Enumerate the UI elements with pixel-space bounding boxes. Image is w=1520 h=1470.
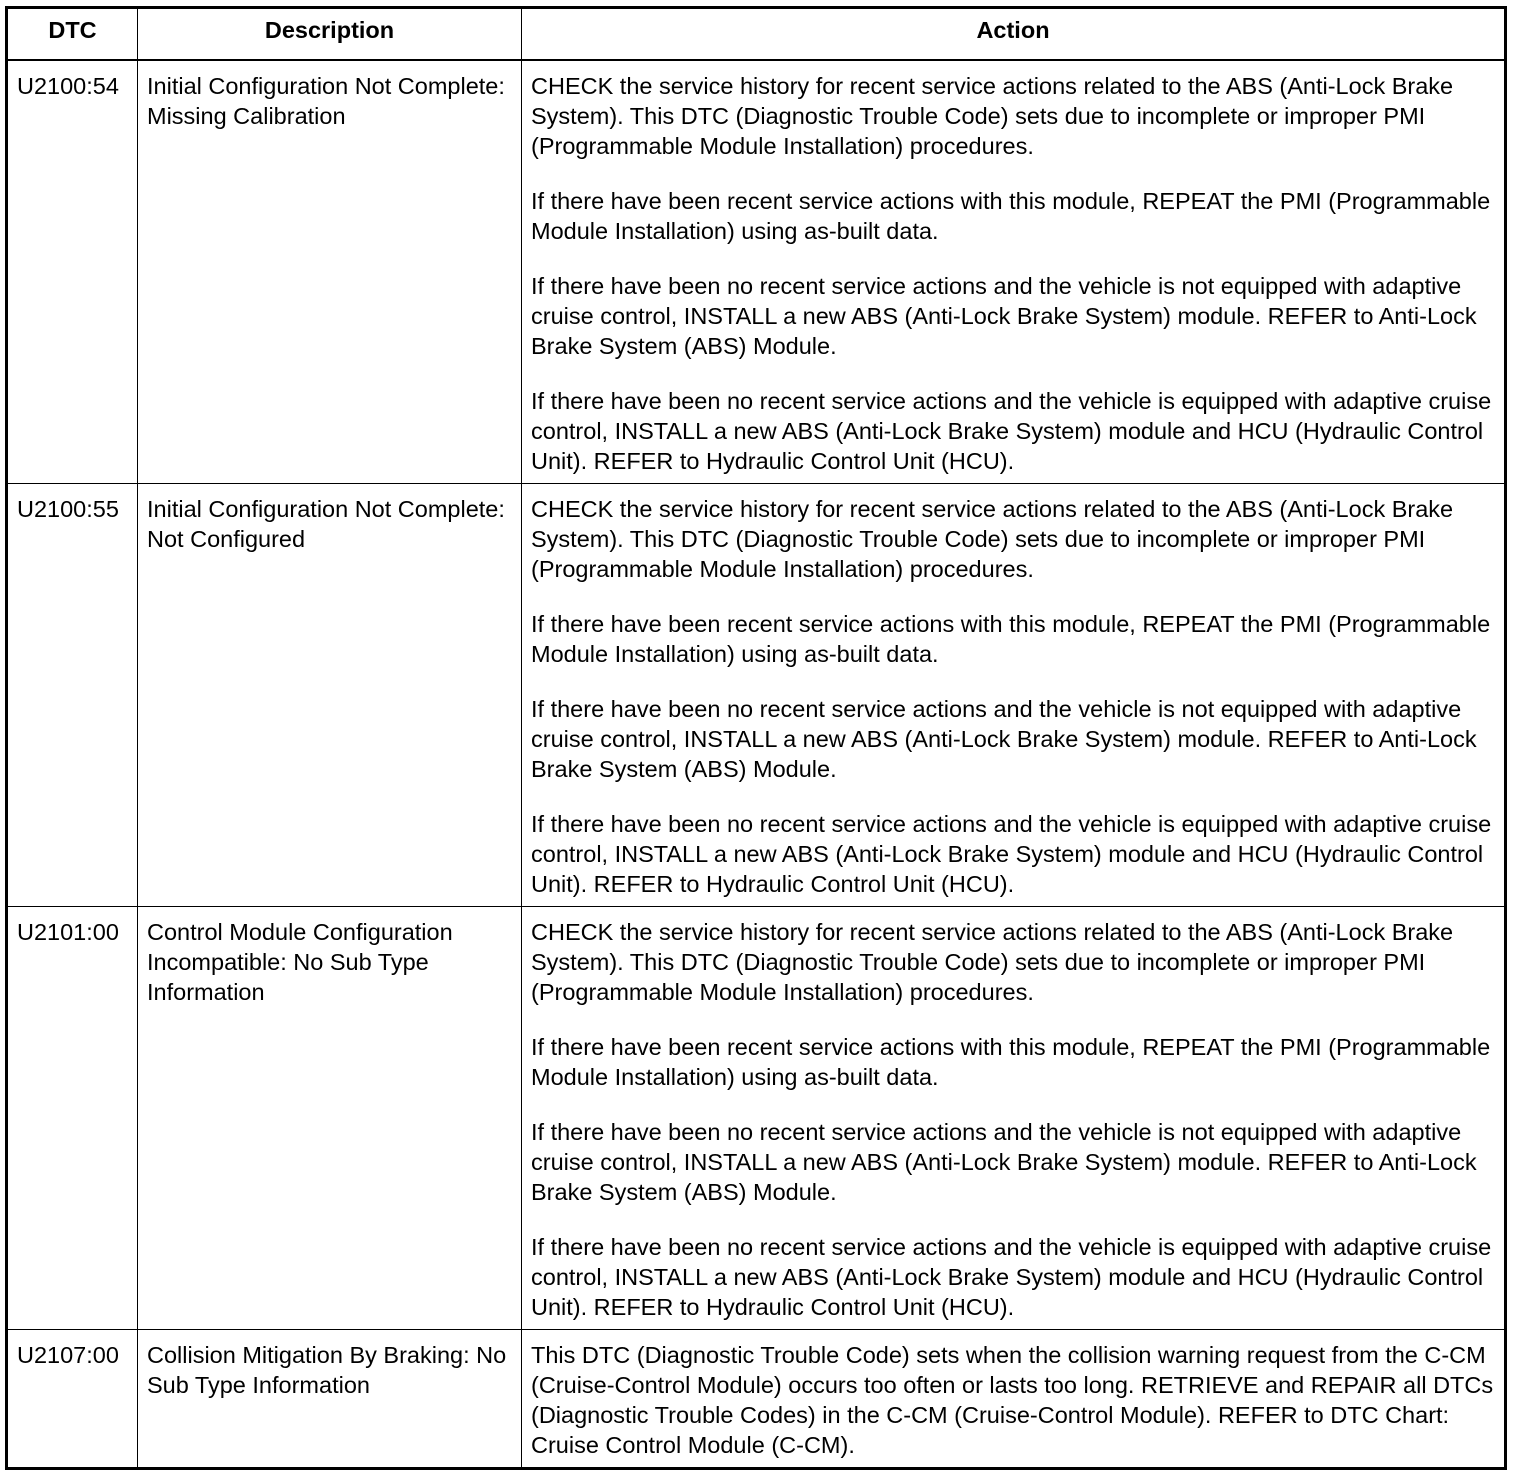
dtc-action [522,60,1506,484]
dtc-table [5,6,1507,1470]
dtc-code: U2101:00 [7,907,138,1330]
action-paragraph: If there have been no recent service actions and the vehicle is equipped with adaptive cruise control, INSTALL a new ABS (Anti-Lock Brake System) module and HCU (Hydraulic Control Unit). REFER to Hydraulic Control Unit (HCU). [531,388,1492,474]
header-dtc: DTC [7,8,138,61]
table-row [7,1330,1506,1469]
action-paragraph: If there have been no recent service actions and the vehicle is not equipped with adaptive cruise control, INSTALL a new ABS (Anti-Lock Brake System) module. REFER to Anti-Lock Brake System (ABS) Module. [531,1119,1477,1205]
action-paragraph: CHECK the service history for recent service actions related to the ABS (Anti-Lock Brake System). This DTC (Diagnostic Trouble Code) sets due to incomplete or improper PMI (Programmable Module Installation) procedures. [531,919,1454,1005]
dtc-description: Initial Configuration Not Complete: Not Configured [138,484,522,907]
table-row [7,907,1506,1330]
dtc-description: Collision Mitigation By Braking: No Sub Type Information [138,1330,522,1469]
action-paragraph: This DTC (Diagnostic Trouble Code) sets when the collision warning request from the C-CM (Cruise-Control Module) occurs too often or lasts too long. RETRIEVE and REPAIR all DTCs (Diagnostic Trouble Codes) in the C-CM (Cruise-Control Module). REFER to DTC Chart: Cruise Control Module (C-CM). [531,1342,1494,1458]
header-action: Action [522,8,1506,61]
table-row [7,60,1506,484]
dtc-description: Control Module Configuration Incompatible: No Sub Type Information [138,907,522,1330]
dtc-code: U2100:54 [7,60,138,484]
action-paragraph: CHECK the service history for recent service actions related to the ABS (Anti-Lock Brake System). This DTC (Diagnostic Trouble Code) sets due to incomplete or improper PMI (Programmable Module Installation) procedures. [531,73,1454,159]
action-paragraph: If there have been recent service actions with this module, REPEAT the PMI (Programmable Module Installation) using as-built data. [531,188,1491,244]
header-description: Description [138,8,522,61]
action-paragraph: If there have been no recent service actions and the vehicle is equipped with adaptive cruise control, INSTALL a new ABS (Anti-Lock Brake System) module and HCU (Hydraulic Control Unit). REFER to Hydraulic Control Unit (HCU). [531,1234,1492,1320]
dtc-code: U2107:00 [7,1330,138,1469]
dtc-action [522,484,1506,907]
action-paragraph: If there have been no recent service actions and the vehicle is equipped with adaptive cruise control, INSTALL a new ABS (Anti-Lock Brake System) module and HCU (Hydraulic Control Unit). REFER to Hydraulic Control Unit (HCU). [531,811,1492,897]
dtc-code: U2100:55 [7,484,138,907]
dtc-action [522,907,1506,1330]
header-row [7,8,1506,61]
table-row [7,484,1506,907]
dtc-description: Initial Configuration Not Complete: Missing Calibration [138,60,522,484]
action-paragraph: If there have been no recent service actions and the vehicle is not equipped with adaptive cruise control, INSTALL a new ABS (Anti-Lock Brake System) module. REFER to Anti-Lock Brake System (ABS) Module. [531,696,1477,782]
action-paragraph: If there have been recent service actions with this module, REPEAT the PMI (Programmable Module Installation) using as-built data. [531,1034,1491,1090]
dtc-action [522,1330,1506,1469]
action-paragraph: CHECK the service history for recent service actions related to the ABS (Anti-Lock Brake System). This DTC (Diagnostic Trouble Code) sets due to incomplete or improper PMI (Programmable Module Installation) procedures. [531,496,1454,582]
action-paragraph: If there have been recent service actions with this module, REPEAT the PMI (Programmable Module Installation) using as-built data. [531,611,1491,667]
action-paragraph: If there have been no recent service actions and the vehicle is not equipped with adaptive cruise control, INSTALL a new ABS (Anti-Lock Brake System) module. REFER to Anti-Lock Brake System (ABS) Module. [531,273,1477,359]
